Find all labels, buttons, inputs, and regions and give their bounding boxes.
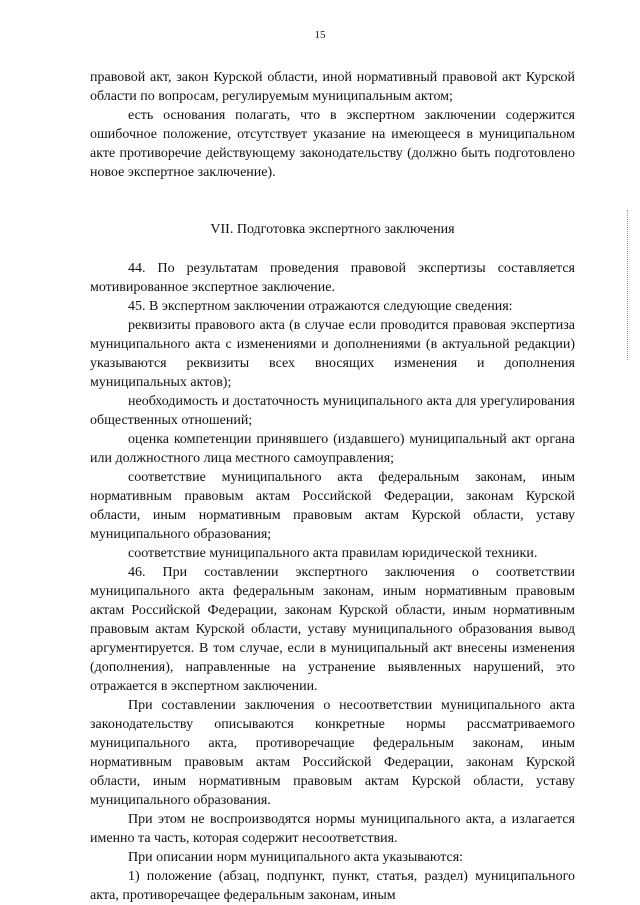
list-item: 1) положение (абзац, подпункт, пункт, статья, раздел) муниципального акта, противоречащее федеральным законам, иным xyxy=(90,869,575,903)
paragraph: При этом не воспроизводятся нормы муниципального акта, а излагается именно та часть, которая содержит несоответствия. xyxy=(90,812,575,846)
list-item: необходимость и достаточность муниципального акта для урегулирования общественных отношений; xyxy=(90,394,575,428)
paragraph-45: 45. В экспертном заключении отражаются следующие сведения: xyxy=(128,299,513,314)
section-heading: VII. Подготовка экспертного заключения xyxy=(210,222,455,237)
page-number: 15 xyxy=(314,29,326,41)
list-item: соответствие муниципального акта федеральным законам, иным нормативным правовым актам Российской Федерации, законам Курской области, иным нормативным правовым актам Курской области, уставу муниципального образования; xyxy=(90,470,575,542)
list-item: реквизиты правового акта (в случае если проводится правовая экспертиза муниципального акта с изменениями и дополнениями (в актуальной редакции) указываются реквизиты всех вносящих изменения и дополнения муниципальных актов); xyxy=(90,318,575,390)
scan-edge-mark xyxy=(627,210,630,360)
paragraph-46: 46. При составлении экспертного заключения о соответствии муниципального акта федеральным законам, иным нормативным правовым актам Российской Федерации, законам Курской области, иным нормативным правовым актам Курской области, уставу муниципального образования вывод аргументируется. В том случае, если в муниципальный акт внесены изменения (дополнения), направленные на устранение выявленных нарушений, это отражается в экспертном заключении. xyxy=(90,565,575,694)
paragraph: При описании норм муниципального акта указываются: xyxy=(128,850,464,865)
list-item: соответствие муниципального акта правилам юридической техники. xyxy=(128,546,538,561)
paragraph-44: 44. По результатам проведения правовой экспертизы составляется мотивированное экспертное заключение. xyxy=(90,261,575,295)
paragraph: есть основания полагать, что в экспертном заключении содержится ошибочное положение, отсутствует указание на имеющееся в муниципальном акте противоречие действующему законодательству (должно быть подготовлено новое экспертное заключение). xyxy=(90,108,575,180)
document-body xyxy=(90,68,575,905)
paragraph: При составлении заключения о несоответствии муниципального акта законодательству описываются конкретные нормы рассматриваемого муниципального акта, противоречащие федеральным законам, иным нормативным правовым актам Российской Федерации, законам Курской области, иным нормативным правовым актам Курской области, уставу муниципального образования. xyxy=(90,698,575,808)
paragraph-continuation: правовой акт, закон Курской области, иной нормативный правовой акт Курской области по вопросам, регулируемым муниципальным актом; xyxy=(90,70,575,104)
list-item: оценка компетенции принявшего (издавшего) муниципальный акт органа или должностного лица местного самоуправления; xyxy=(90,432,575,466)
